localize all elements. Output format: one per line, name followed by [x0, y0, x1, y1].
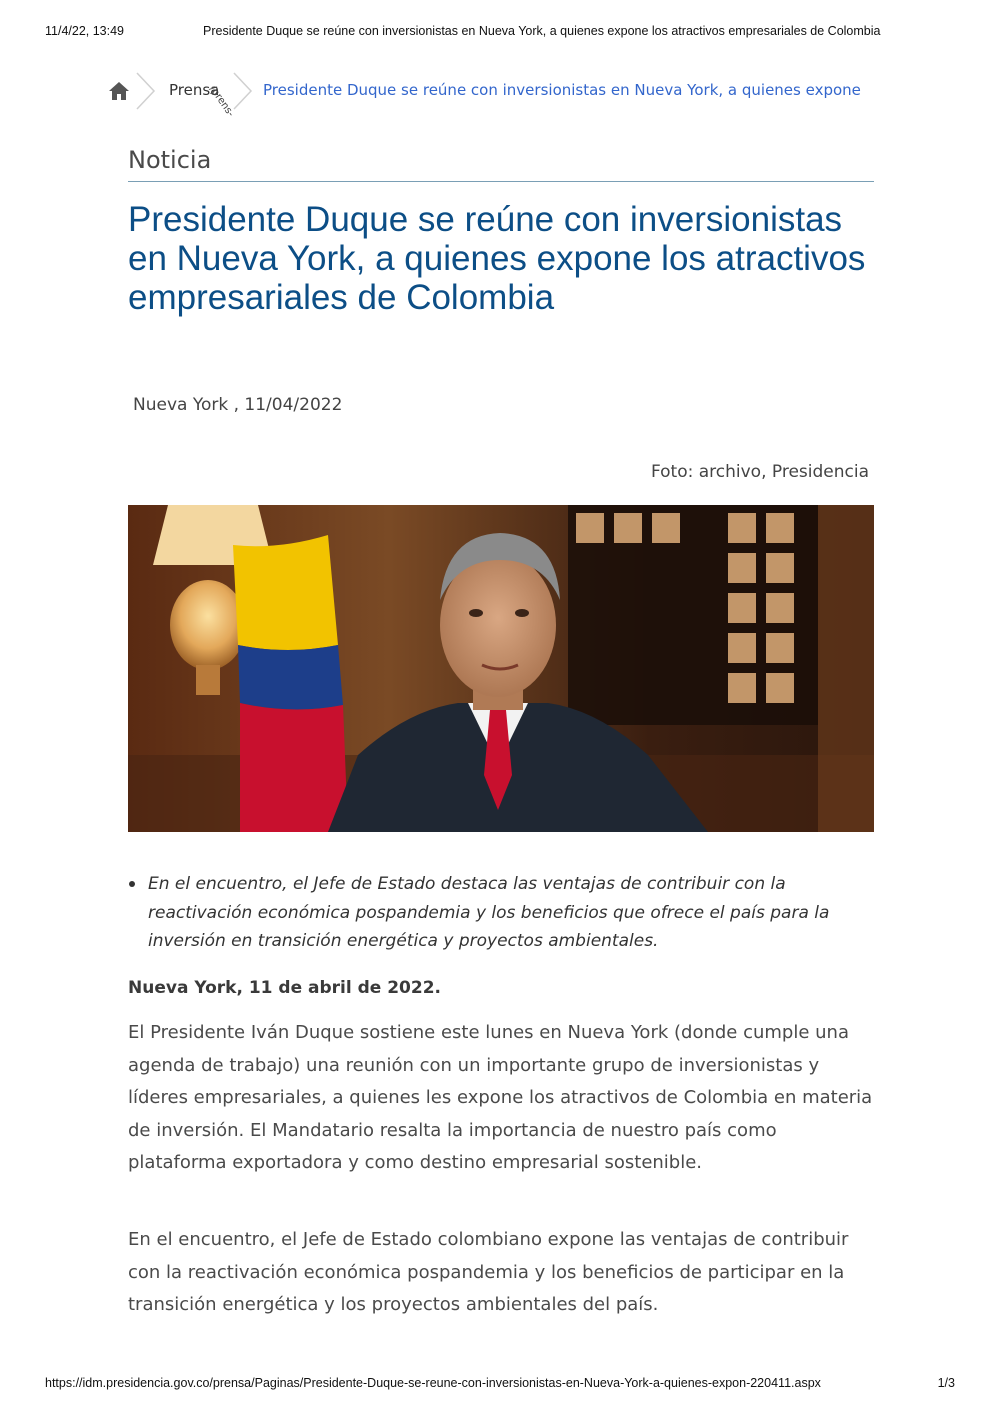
- section-divider: [128, 181, 874, 182]
- breadcrumb-item-prensa[interactable]: Prensa: [169, 81, 220, 99]
- article-dateline: Nueva York , 11/04/2022: [133, 395, 343, 415]
- article-paragraph: El Presidente Iván Duque sostiene este lunes en Nueva York (donde cumple una agenda de trabajo) una reunión con un importante grupo de inversionistas y líderes empresariales, a quienes les expone los atractivos de Colombia en materia de inversión. El Mandatario resalta la importancia de nuestro país como plataforma exportadora y como destino empresarial sostenible.: [128, 1022, 873, 1173]
- photo-credit: Foto: archivo, Presidencia: [650, 462, 869, 482]
- page-number: 1/3: [937, 1376, 955, 1390]
- print-header: [45, 24, 955, 42]
- article-photo: [128, 505, 874, 832]
- article-headline: Presidente Duque se reúne con inversionistas en Nueva York, a quienes expone los atractivos empresariales de Colombia: [128, 200, 866, 317]
- summary-item: En el encuentro, el Jefe de Estado destaca las ventajas de contribuir con la reactivación económica pospandemia y los beneficios que ofrece el país para la inversión en transición energética y proyectos ambientales.: [128, 870, 874, 956]
- article-paragraph: En el encuentro, el Jefe de Estado colombiano expone las ventajas de contribuir con la reactivación económica pospandemia y los beneficios de participar en la transición energética y los proyectos ambientales del país.: [128, 1229, 849, 1315]
- article-summary-list: [128, 870, 874, 956]
- breadcrumb-item-current[interactable]: Presidente Duque se reúne con inversionistas en Nueva York, a quienes expone: [263, 81, 861, 99]
- chevron-right-icon: [135, 72, 157, 110]
- print-footer: [45, 1376, 955, 1394]
- print-page-title: Presidente Duque se reúne con inversionistas en Nueva York, a quienes expone los atractivos empresariales de Colombia: [203, 24, 881, 38]
- section-label: Noticia: [128, 146, 212, 174]
- home-icon[interactable]: [108, 80, 130, 102]
- breadcrumb-item-slug[interactable]: /prens-: [206, 84, 237, 119]
- article-lead: Nueva York, 11 de abril de 2022.: [128, 978, 442, 998]
- print-timestamp: 11/4/22, 13:49: [45, 24, 125, 38]
- breadcrumb: [108, 72, 908, 119]
- print-url: https://idm.presidencia.gov.co/prensa/Paginas/Presidente-Duque-se-reune-con-inversionistas-en-Nueva-York-a-quienes-expon-220411.aspx: [45, 1376, 821, 1390]
- chevron-right-icon: [232, 72, 254, 110]
